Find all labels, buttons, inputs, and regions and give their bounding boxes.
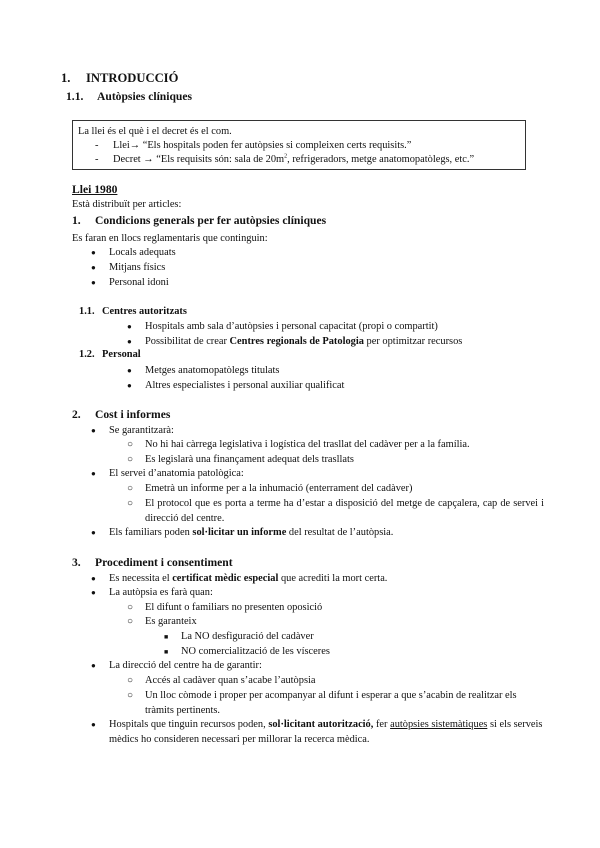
bullet-icon: ● bbox=[127, 366, 132, 375]
list-item: Metges anatomopatòlegs titulats bbox=[145, 365, 280, 376]
dash-icon: - bbox=[95, 140, 99, 151]
circle-bullet-icon: ○ bbox=[127, 439, 134, 450]
circle-bullet-icon: ○ bbox=[127, 498, 134, 509]
list-item: Accés al cadàver quan s’acabe l’autòpsia bbox=[145, 675, 316, 686]
list-item: Un lloc còmode i proper per acompanyar al difunt i esperar a que s’acabin de realitzar els tràmits pertinents. bbox=[145, 690, 517, 716]
note-item-llei: Llei→ “Els hospitals poden fer autòpsies si compleixen certs requisits.” bbox=[113, 140, 412, 151]
section-title: Condicions generals per fer autòpsies clíniques bbox=[95, 214, 327, 227]
list-item: La direcció del centre ha de garantir: bbox=[109, 660, 262, 671]
bullet-icon: ● bbox=[91, 528, 96, 537]
subheading-number: 1.1. bbox=[66, 90, 84, 103]
section-title: Cost i informes bbox=[95, 408, 171, 421]
subsection-number: 1.2. bbox=[79, 349, 95, 360]
heading-introduccio: INTRODUCCIÓ bbox=[86, 71, 179, 85]
list-item: El servei d’anatomia patològica: bbox=[109, 468, 244, 479]
section-number: 2. bbox=[72, 408, 81, 421]
list-item: Es garanteix bbox=[145, 616, 197, 627]
subsection-title: Personal bbox=[102, 349, 141, 360]
list-item: Locals adequats bbox=[109, 247, 176, 258]
circle-bullet-icon: ○ bbox=[127, 483, 134, 494]
list-item: Altres especialistes i personal auxiliar qualificat bbox=[145, 380, 345, 391]
square-bullet-icon: ■ bbox=[164, 633, 169, 641]
bullet-icon: ● bbox=[91, 588, 96, 597]
circle-bullet-icon: ○ bbox=[127, 675, 134, 686]
subsection-number: 1.1. bbox=[79, 306, 95, 317]
bullet-icon: ● bbox=[91, 469, 96, 478]
bullet-icon: ● bbox=[91, 263, 96, 272]
heading-number: 1. bbox=[61, 71, 71, 85]
list-item: La autòpsia es farà quan: bbox=[109, 587, 213, 598]
list-item: El protocol que es porta a terme ha d’estar a disposició del metge de capçalera, cap de servei i direcció del centre. bbox=[145, 498, 544, 524]
list-item: La NO desfiguració del cadàver bbox=[181, 631, 314, 642]
square-bullet-icon: ■ bbox=[164, 648, 169, 656]
section-title: Procediment i consentiment bbox=[95, 556, 233, 569]
list-item: NO comercialització de les vísceres bbox=[181, 646, 330, 657]
subheading-autopsies: Autòpsies clíniques bbox=[97, 90, 193, 103]
list-item: Emetrà un informe per a la inhumació (enterrament del cadàver) bbox=[145, 483, 413, 494]
note-line: La llei és el què i el decret és el com. bbox=[78, 126, 232, 137]
bullet-icon: ● bbox=[91, 278, 96, 287]
list-item: Se garantitzarà: bbox=[109, 425, 174, 436]
bullet-icon: ● bbox=[91, 248, 96, 257]
circle-bullet-icon: ○ bbox=[127, 690, 134, 701]
bullet-icon: ● bbox=[91, 661, 96, 670]
section-intro: Es faran en llocs reglamentaris que continguin: bbox=[72, 233, 268, 244]
list-item: Mitjans físics bbox=[109, 262, 166, 273]
list-item: Personal idoni bbox=[109, 277, 169, 288]
bullet-icon: ● bbox=[127, 381, 132, 390]
section-number: 3. bbox=[72, 556, 81, 569]
list-item: Hospitals que tinguin recursos poden, sol·licitant autorització, fer autòpsies sistemàtiques si els serveis mèdics ho consideren necessari per millorar la recerca mèdica. bbox=[109, 719, 543, 745]
list-item: Els familiars poden sol·licitar un informe del resultat de l’autòpsia. bbox=[109, 527, 394, 538]
list-item: Es necessita el certificat mèdic especial que acrediti la mort certa. bbox=[109, 573, 388, 584]
bullet-icon: ● bbox=[127, 322, 132, 331]
list-item: Hospitals amb sala d’autòpsies i personal capacitat (propi o compartit) bbox=[145, 321, 438, 332]
list-item: No hi hai càrrega legislativa i logística del trasllat del cadàver per a la família. bbox=[145, 439, 470, 450]
note-item-decret: Decret → “Els requisits són: sala de $20m^2$, refrigeradors, metge anatomopatòlegs, etc.” bbox=[113, 153, 475, 165]
dash-icon: - bbox=[95, 154, 99, 165]
llei-title: Llei 1980 bbox=[72, 183, 118, 196]
section-number: 1. bbox=[72, 214, 81, 227]
circle-bullet-icon: ○ bbox=[127, 616, 134, 627]
circle-bullet-icon: ○ bbox=[127, 602, 134, 613]
list-item: El difunt o familiars no presenten oposició bbox=[145, 602, 323, 613]
list-item: Possibilitat de crear Centres regionals de Patologia per optimitzar recursos bbox=[145, 336, 463, 347]
bullet-icon: ● bbox=[91, 720, 96, 729]
llei-intro: Està distribuït per articles: bbox=[72, 199, 182, 210]
list-item: Es legislarà una finançament adequat dels trasllats bbox=[145, 454, 354, 465]
bullet-icon: ● bbox=[127, 337, 132, 346]
subsection-title: Centres autoritzats bbox=[102, 306, 187, 317]
bullet-icon: ● bbox=[91, 574, 96, 583]
bullet-icon: ● bbox=[91, 426, 96, 435]
circle-bullet-icon: ○ bbox=[127, 454, 134, 465]
